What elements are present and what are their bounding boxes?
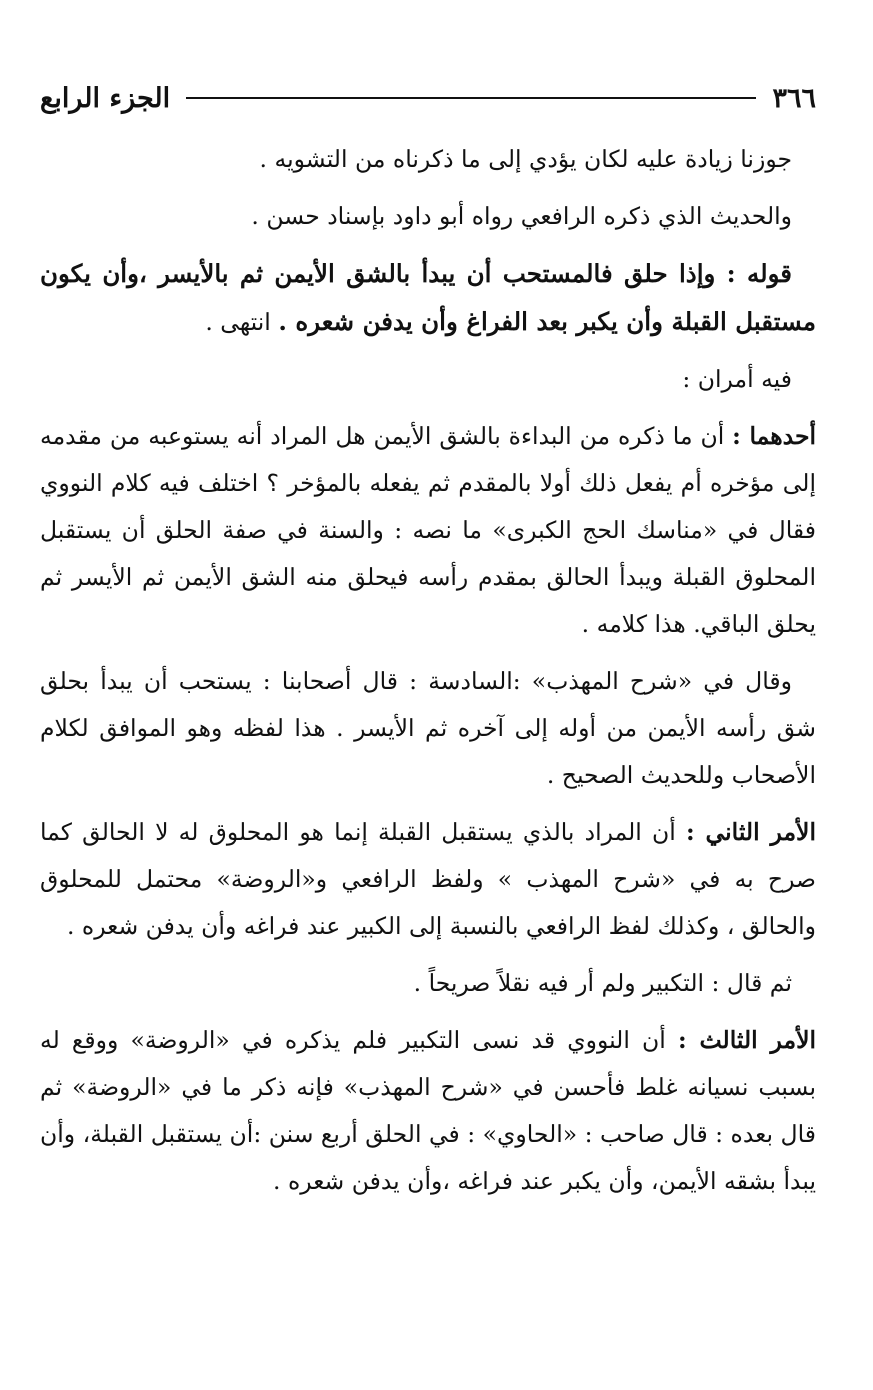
page-number: ٣٦٦ xyxy=(772,82,816,114)
paragraph-text: جوزنا زيادة عليه لكان يؤدي إلى ما ذكرناه من التشويه . xyxy=(259,145,792,173)
paragraph xyxy=(40,658,816,799)
paragraph xyxy=(40,193,816,240)
paragraph-text: انتهى . xyxy=(205,308,279,336)
paragraph xyxy=(40,1017,816,1205)
paragraph-lead: الأمر الثاني : xyxy=(685,818,816,846)
paragraph xyxy=(40,136,816,183)
paragraph-text: وقال في «شرح المهذب» :السادسة : قال أصحابنا : يستحب أن يبدأ بحلق شق رأسه الأيمن من أوله إلى آخره ثم الأيسر . هذا لفظه وهو الموافق لكلام الأصحاب وللحديث الصحيح . xyxy=(40,667,816,789)
paragraph-text: أن المراد بالذي يستقبل القبلة إنما هو المحلوق له لا الحالق كما صرح به في «شرح المهذب » ولفظ الرافعي و«الروضة» محتمل للمحلوق والحالق ، وكذلك لفظ الرافعي بالنسبة إلى الكبير عند فراغه وأن يدفن شعره . xyxy=(40,818,816,940)
paragraph-text: والحديث الذي ذكره الرافعي رواه أبو داود بإسناد حسن . xyxy=(251,202,792,230)
paragraph-lead: أحدهما : xyxy=(732,422,816,450)
paragraph-text: أن النووي قد نسى التكبير فلم يذكره في «الروضة» ووقع له بسبب نسيانه غلط فأحسن في «شرح المهذب» فإنه ذكر ما في «الروضة» ثم قال بعده : قال صاحب : «الحاوي» : في الحلق أربع سنن :أن يستقبل القبلة، وأن يبدأ بشقه الأيمن، وأن يكبر عند فراغه ،وأن يدفن شعره . xyxy=(40,1026,816,1195)
page-body xyxy=(40,136,816,1215)
header-rule xyxy=(186,97,756,99)
quoted-text: قوله : وإذا حلق فالمستحب أن يبدأ بالشق الأيمن ثم بالأيسر ،وأن يكون مستقبل القبلة وأن يكبر بعد الفراغ وأن يدفن شعره . xyxy=(40,259,816,336)
quoted-statement xyxy=(40,250,816,346)
paragraph xyxy=(40,960,816,1007)
paragraph xyxy=(40,356,816,403)
paragraph-text: فيه أمران : xyxy=(682,365,792,393)
paragraph xyxy=(40,809,816,950)
page-header xyxy=(40,78,816,118)
paragraph-lead: الأمر الثالث : xyxy=(677,1026,817,1054)
paragraph-text: ثم قال : التكبير ولم أر فيه نقلاً صريحاً . xyxy=(413,969,792,997)
paragraph-text: أن ما ذكره من البداءة بالشق الأيمن هل المراد أنه يستوعبه من مقدمه إلى مؤخره أم يفعل ذلك أولا بالمقدم ثم يفعله بالمؤخر ؟ اختلف فيه كلام النووي فقال في «مناسك الحج الكبرى» ما نصه : والسنة في صفة الحلق أن يستقبل المحلوق القبلة ويبدأ الحالق بمقدم رأسه فيحلق منه الشق الأيمن ثم الأيسر ثم يحلق الباقي. هذا كلامه . xyxy=(40,422,816,638)
paragraph xyxy=(40,413,816,648)
running-title: الجزء الرابع xyxy=(40,82,171,114)
